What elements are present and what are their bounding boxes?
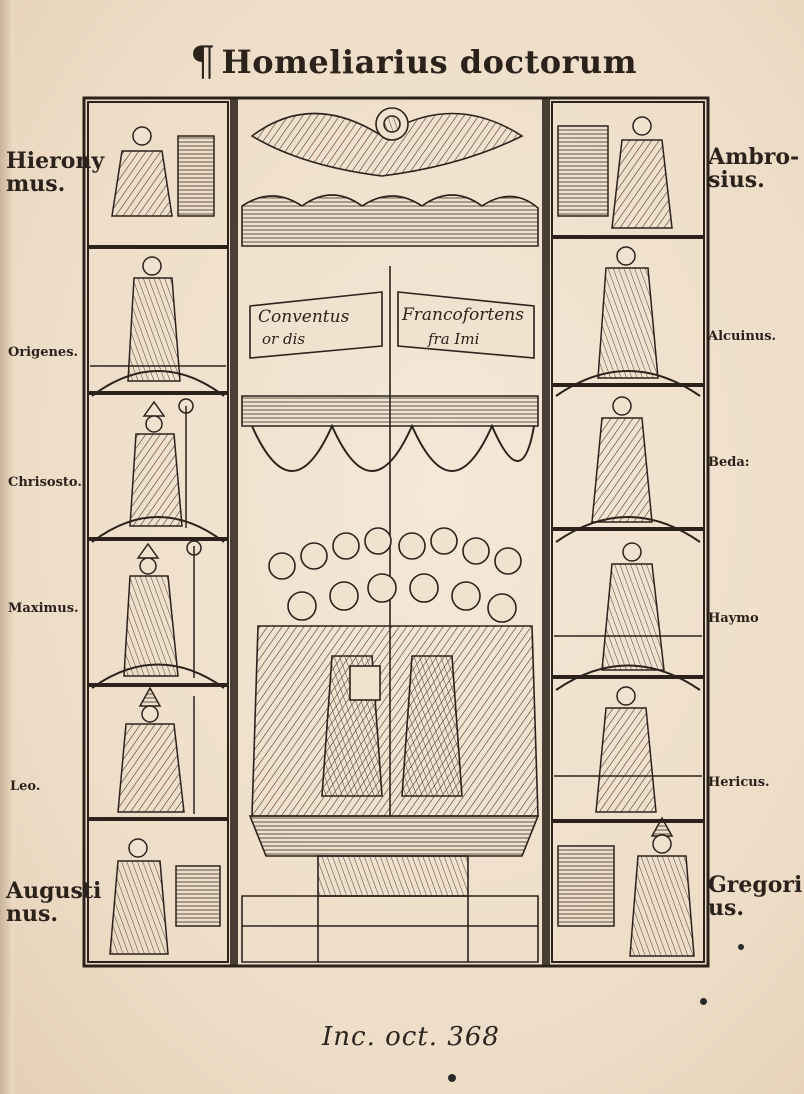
pilcrow-mark: ¶ <box>190 39 216 85</box>
label-origenes: Origenes. <box>8 345 79 360</box>
label-hericus: Hericus. <box>708 775 770 790</box>
label-gregorius <box>708 874 802 920</box>
label-chrisosto: Chrisosto. <box>8 475 82 490</box>
crowd-heads <box>269 528 521 622</box>
label-haymo: Haymo <box>708 611 759 626</box>
saint-figures-right <box>554 117 702 956</box>
label-alcuinus: Alcuinus. <box>708 329 777 344</box>
dais-plaque <box>318 856 468 896</box>
central-scene <box>242 108 538 962</box>
banner-text-left-2: or dis <box>262 330 306 348</box>
ink-dot <box>700 998 707 1005</box>
label-ambrosius <box>708 146 799 192</box>
ink-dot <box>738 944 744 950</box>
label-ambrosius-line2: sius. <box>708 167 765 194</box>
banner-right <box>398 292 534 358</box>
title-row <box>190 38 638 86</box>
right-panel-column <box>552 102 704 962</box>
canopy-beam <box>242 396 538 426</box>
label-augustinus <box>6 880 101 926</box>
page-title: Homeliarius doctorum <box>221 43 638 81</box>
ink-dot <box>448 1074 456 1082</box>
crowd-robes <box>252 626 538 816</box>
label-beda: Beda: <box>708 455 750 470</box>
banner-text-right-2: fra Imi <box>428 330 480 348</box>
left-panel-column <box>88 102 228 962</box>
dais-top <box>250 816 538 856</box>
label-leo: Leo. <box>10 779 41 794</box>
label-gregorius-line2: us. <box>708 895 745 922</box>
left-column-divider <box>230 98 238 966</box>
label-augustinus-line1: Augusti <box>6 878 102 904</box>
shelfmark-handwritten: Inc. oct. 368 <box>322 1022 500 1052</box>
label-maximus: Maximus. <box>8 601 79 616</box>
label-gregorius-line1: Gregori <box>708 872 803 898</box>
banner-text-right-1: Francofortens <box>402 305 524 325</box>
label-ambrosius-line1: Ambro- <box>708 144 800 170</box>
woodcut-illustration <box>82 96 710 968</box>
label-hieronymus <box>6 150 104 196</box>
cloud-band <box>242 195 538 246</box>
label-augustinus-line2: nus. <box>6 901 59 928</box>
label-hieronymus-line2: mus. <box>6 171 66 198</box>
banner-text-left-1: Conventus <box>258 307 350 327</box>
right-column-divider <box>542 98 550 966</box>
label-hieronymus-line1: Hierony <box>6 148 105 174</box>
